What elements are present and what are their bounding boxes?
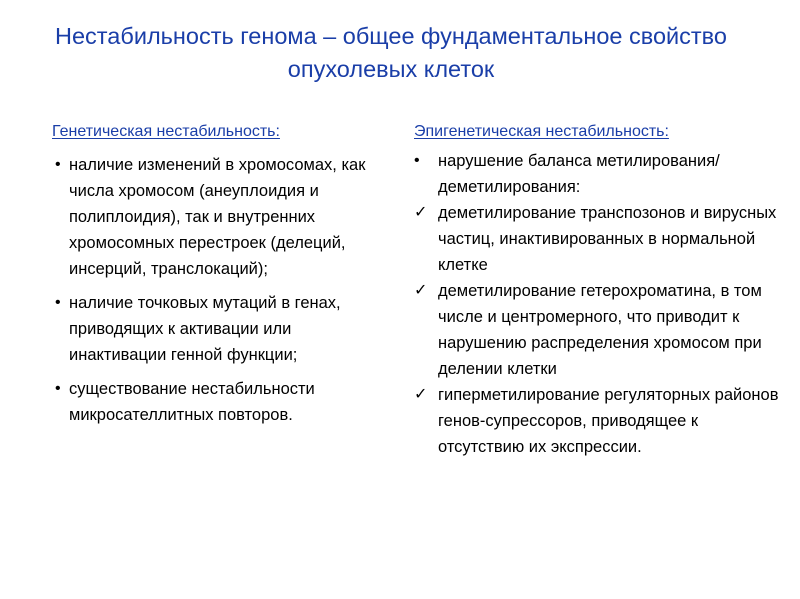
list-item-text: наличие точковых мутаций в генах, приводящих к активации или инактивации генной функции; <box>69 294 341 364</box>
epigenetic-instability-column <box>412 122 782 460</box>
checkmark-icon: ✓ <box>414 282 428 299</box>
genetic-instability-heading: Генетическая нестабильность: <box>52 123 280 140</box>
list-item <box>412 382 782 460</box>
epigenetic-instability-heading: Эпигенетическая нестабильность: <box>414 123 669 140</box>
list-item-text: гиперметилирование регуляторных районов генов-супрессоров, приводящее к отсутствию их экспрессии. <box>438 386 779 456</box>
list-item <box>52 290 372 368</box>
bullet-icon: • <box>55 380 61 397</box>
genetic-instability-column <box>52 122 372 436</box>
list-item-text: нарушение баланса метилирования/деметилирования: <box>438 152 720 196</box>
list-item-text: деметилирование гетерохроматина, в том числе и центромерного, что приводит к нарушению распределения хромосом при делении клетки <box>438 282 762 378</box>
epigenetic-instability-list <box>412 148 782 460</box>
checkmark-icon: ✓ <box>414 386 428 403</box>
list-item <box>412 278 782 382</box>
list-item <box>412 148 782 200</box>
list-item-text: деметилирование транспозонов и вирусных частиц, инактивированных в нормальной клетке <box>438 204 777 274</box>
genetic-instability-list <box>52 152 372 428</box>
list-item <box>52 152 372 282</box>
slide-title: Нестабильность генома – общее фундаментальное свойство опухолевых клеток <box>55 23 727 82</box>
bullet-icon: • <box>55 294 61 311</box>
bullet-icon: • <box>55 156 61 173</box>
list-item <box>412 200 782 278</box>
bullet-icon: • <box>414 152 420 169</box>
list-item-text: наличие изменений в хромосомах, как числа хромосом (анеуплоидия и полиплоидия), так и внутренних хромосомных перестроек (делеций, инсерций, транслокаций); <box>69 156 366 278</box>
checkmark-icon: ✓ <box>414 204 428 221</box>
list-item-text: существование нестабильности микросателлитных повторов. <box>69 380 315 424</box>
list-item <box>52 376 372 428</box>
